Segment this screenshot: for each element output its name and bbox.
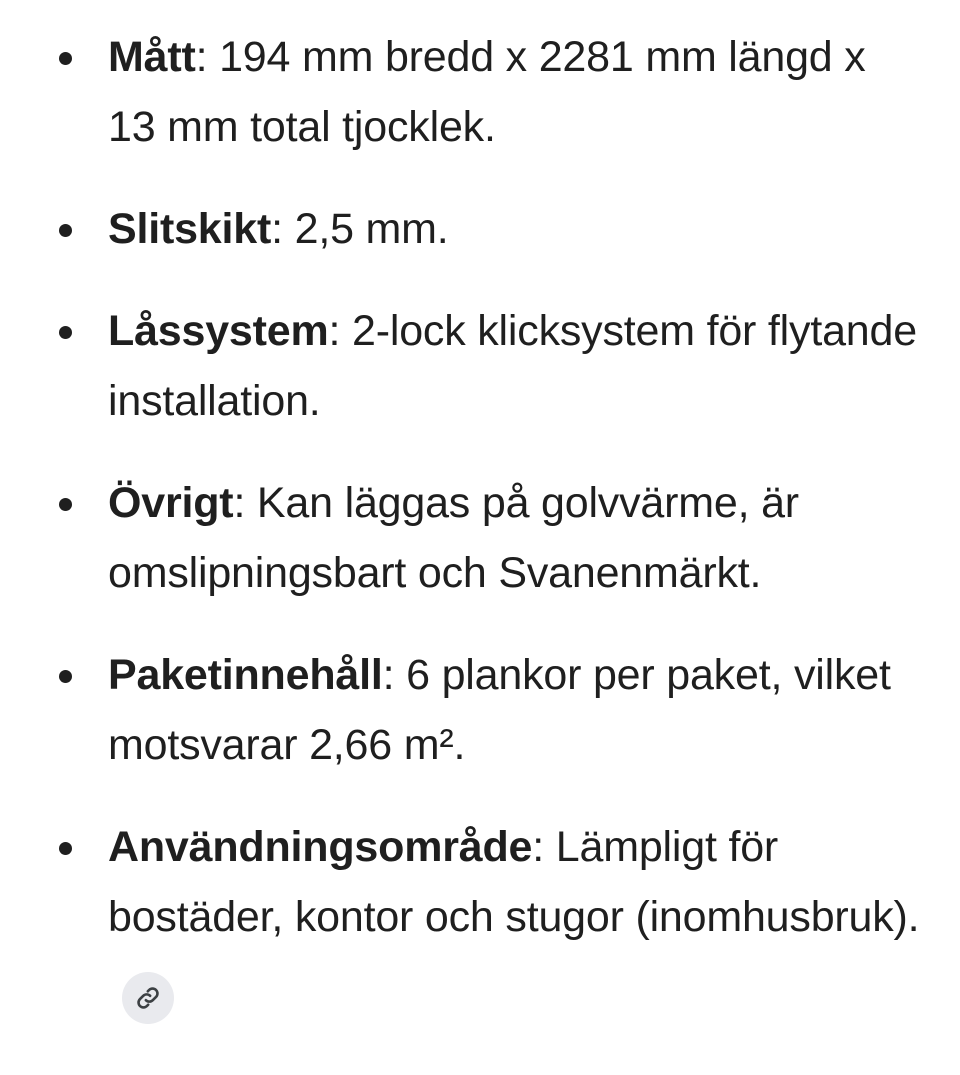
spec-separator: : [382,651,395,699]
spec-item-lassystem [108,296,920,436]
spec-item-matt [108,22,920,162]
link-icon [135,985,161,1011]
spec-term: Mått [108,33,196,81]
spec-text: 194 mm bredd x 2281 mm längd x 13 mm total tjocklek. [108,33,866,151]
spec-separator: : [195,33,208,81]
spec-text: Kan läggas på golvvärme, är omslipningsbart och Svanenmärkt. [108,479,799,597]
spec-term: Låssystem [108,307,329,355]
spec-item-paketinnehall [108,640,920,780]
spec-separator: : [271,205,283,253]
spec-separator: : [233,479,246,527]
spec-term: Övrigt [108,479,234,527]
spec-text: 6 plankor per paket, vilket motsvarar 2,66 m². [108,651,891,769]
spec-text: 2,5 mm. [282,205,449,253]
spec-separator: : [532,823,545,871]
spec-term: Slitskikt [108,205,272,253]
spec-term: Paketinnehåll [108,651,383,699]
source-link-button[interactable] [122,972,174,1024]
spec-item-slitskikt [108,194,920,264]
spec-item-ovrigt [108,468,920,608]
spec-text: Lämpligt för bostäder, kontor och stugor (inomhusbruk). [108,823,920,941]
spec-item-anvandningsomrade [108,812,920,1024]
spec-term: Användningsområde [108,823,533,871]
spec-text: 2-lock klicksystem för flytande installation. [108,307,917,425]
spec-separator: : [328,307,341,355]
